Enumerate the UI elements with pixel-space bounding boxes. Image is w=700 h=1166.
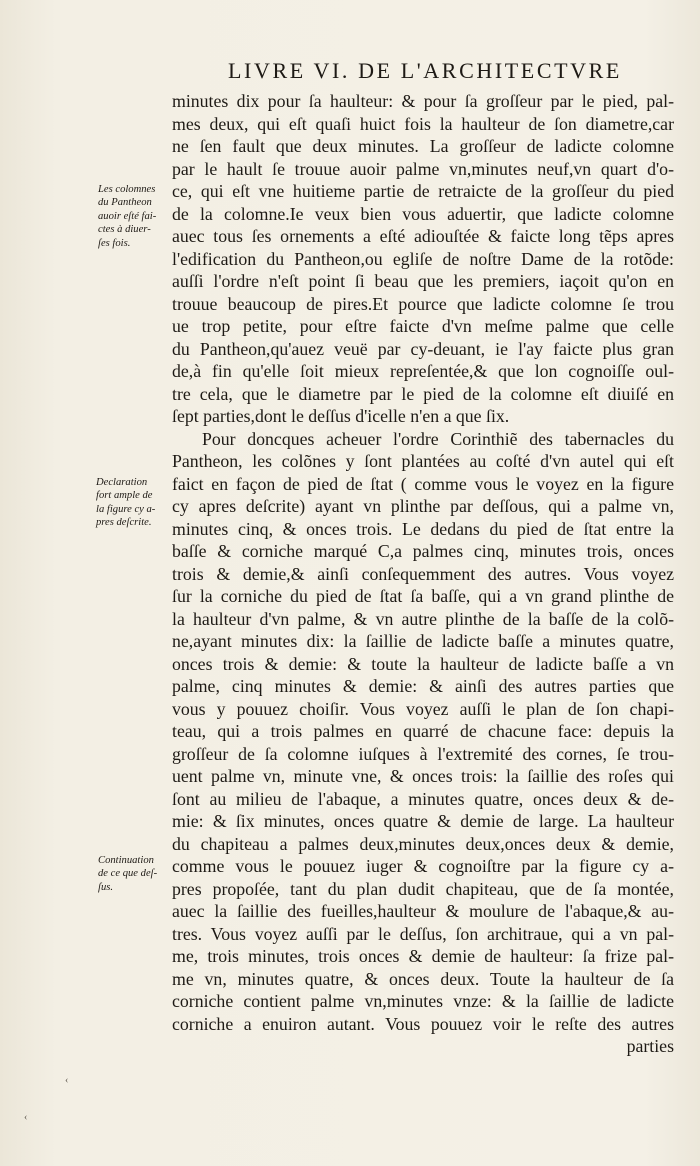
text-line: faict en façon de pied de ſtat ( comme vous le voyez en la figure xyxy=(172,473,674,494)
text-line: groſſeur de ſa colomne iuſques à l'extremité des cornes, ſe trou- xyxy=(172,743,674,764)
text-line: cy apres deſcrite) ayant vn plinthe par deſſous, qui a palme vn, xyxy=(172,496,674,516)
text-line: me, trois minutes, trois onces & demie de haulteur: ſa frize pal- xyxy=(172,946,674,966)
text-line: du chapiteau a palmes deux,minutes deux,onces deux & demie, xyxy=(172,833,674,854)
text-line: auſſi l'ordre n'eſt point ſi beau que les premiers, iaçoit qu'on en xyxy=(172,271,674,291)
margin-note-line: Continuation xyxy=(98,855,154,866)
text-line: me vn, minutes quatre, & onces deux. Toute la haulteur de ſa xyxy=(172,968,674,989)
margin-note-line: auoir eſté fai- xyxy=(98,210,157,222)
text-line: Pour doncques acheuer l'ordre Corinthiẽ des tabernacles du xyxy=(202,428,674,449)
text-line: uent palme vn, minute vne, & onces trois: la ſaillie des roſes qui xyxy=(172,766,674,786)
text-line: minutes dix pour ſa haulteur: & pour ſa groſſeur par le pied, pal- xyxy=(172,91,674,111)
margin-note-line: la figure cy a- xyxy=(96,503,156,515)
margin-note-continuation xyxy=(98,854,168,894)
text-line: la haulteur d'vn palme, & vn autre plinthe de la baſſe de la colõ- xyxy=(172,608,674,629)
text-line: ſont au milieu de l'abaque, a minutes quatre, onces deux & de- xyxy=(172,788,674,809)
text-line: vous y pouuez choiſir. Vous voyez auſſi le plan de ſon chapi- xyxy=(172,698,674,719)
text-line: mes deux, qui eſt quaſi huict fois la haulteur de ſon diametre,car xyxy=(172,113,674,134)
text-line: ne ſen fault que deux minutes. La groſſeur de ladicte colomne xyxy=(172,136,674,156)
text-line: auec la ſaillie des fueilles,haulteur & moulure de l'abaque,& au- xyxy=(172,901,674,921)
margin-note-line: du Pantheon xyxy=(98,197,152,209)
body-text xyxy=(172,90,674,1058)
text-line: ſept parties,dont le deſſus d'icelle n'en a que ſix. xyxy=(172,406,510,426)
text-line: comme vous le pouuez iuger & cognoiſtre par la figure cy a- xyxy=(172,856,674,876)
text-line: teau, qui a trois palmes en quarré de chacune face: depuis la xyxy=(172,721,674,741)
margin-note-pantheon-columns xyxy=(98,183,168,250)
text-line: corniche contient palme vn,minutes vnze: & la ſaillie de ladicte xyxy=(172,991,674,1011)
text-line: trois & demie,& ainſi conſequemment des autres. Vous voyez xyxy=(172,563,674,584)
text-line: onces trois & demie: & toute la haulteur de ladicte baſſe a vn xyxy=(172,653,674,674)
text-line: ue trop petite, pour eſtre faicte d'vn meſme palme que celle xyxy=(172,316,674,336)
text-line: ce, qui eſt vne huitieme partie de retraicte de la groſſeur du pied xyxy=(172,181,674,201)
text-line: baſſe & corniche marqué C,a palmes cinq, minutes trois, onces xyxy=(172,541,674,561)
catchword: parties xyxy=(626,1036,674,1056)
margin-note-figure-declaration xyxy=(96,476,166,530)
margin-speck: ‹ xyxy=(24,1112,28,1123)
text-line: corniche a enuiron autant. Vous pouuez voir le reſte des autres xyxy=(172,1013,674,1034)
text-line: mie: & ſix minutes, onces quatre & demie de large. La haulteur xyxy=(172,811,674,831)
text-line: trouue beaucoup de pires.Et pource que ladicte colomne ſe trou xyxy=(172,293,674,314)
text-line: ſur la corniche du pied de ſtat ſa baſſe, qui a vn grand plinthe de xyxy=(172,586,674,606)
margin-speck: ‹ xyxy=(65,1075,69,1086)
margin-note-line: ctes à diuer- xyxy=(98,224,151,236)
text-line: auec tous ſes ornements a eſté adiouſtée & faicte long tẽps apres xyxy=(172,226,674,246)
text-line: palme, cinq minutes & demie: & ainſi des autres parties que xyxy=(172,676,674,696)
text-line: ne,ayant minutes dix: la ſaillie de ladicte baſſe a minutes quatre, xyxy=(172,631,674,651)
text-line: tres. Vous voyez auſſi par le deſſus, ſon architraue, qui a vn pal- xyxy=(172,923,674,944)
running-title: LIVRE VI. DE L'ARCHITECTVRE xyxy=(228,58,622,83)
margin-note-line: Declaration xyxy=(96,477,148,488)
text-line: de la colomne.Ie veux bien vous aduertir, que ladicte colomne xyxy=(172,203,674,224)
text-line: minutes cinq, & onces trois. Le dedans du pied de ſtat entre la xyxy=(172,518,674,539)
margin-note-line: de ce que deſ- xyxy=(98,868,158,880)
margin-note-line: pres deſcrite. xyxy=(96,517,152,529)
margin-note-line: ſes fois. xyxy=(98,237,131,249)
text-line: par le hault ſe trouue auoir palme vn,minutes neuf,vn quart d'o- xyxy=(172,158,674,179)
margin-note-line: Les colomnes xyxy=(98,184,156,195)
text-line: tre cela, que le diametre par le pied de la colomne eſt diuiſé en xyxy=(172,383,674,404)
text-line: du Pantheon,qu'auez veuë par cy-deuant, ie l'ay faicte plus gran xyxy=(172,338,674,359)
text-line: Pantheon, les colõnes y ſont plantées au coſté d'vn autel qui eſt xyxy=(172,451,674,471)
text-line: pres propoſée, tant du plan dudit chapiteau, que de ſa montée, xyxy=(172,878,674,899)
text-line: de,à fin qu'elle ſoit mieux repreſentée,& que lon cognoiſſe oul- xyxy=(172,361,674,381)
text-line: l'edification du Pantheon,ou egliſe de noſtre Dame de la rotõde: xyxy=(172,248,674,269)
margin-note-line: ſus. xyxy=(98,881,114,893)
margin-note-line: fort ample de xyxy=(96,490,153,502)
